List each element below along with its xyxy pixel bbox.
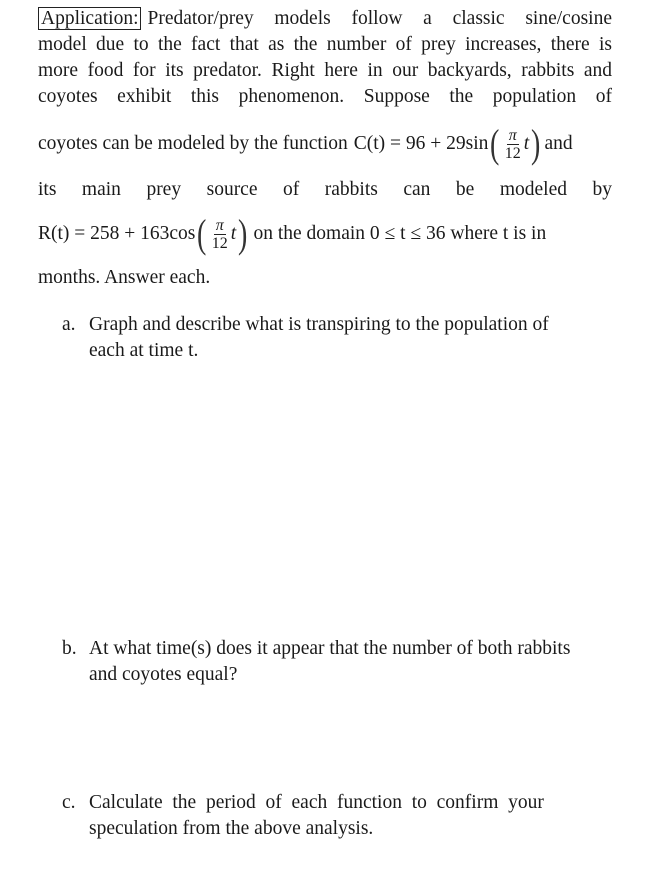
intro-line-6: its main prey source of rabbits can be modeled by — [38, 179, 612, 200]
question-c-label: c. — [62, 792, 76, 813]
question-b-text-1: At what time(s) does it appear that the number of both rabbits — [89, 638, 571, 659]
coyote-line-prefix: coyotes can be modeled by the function — [38, 133, 348, 154]
question-a-line-1 — [62, 312, 610, 338]
coyote-fraction-numerator: π — [508, 126, 517, 144]
coyote-fraction-denominator: 12 — [504, 144, 521, 162]
intro-paragraph — [38, 6, 612, 110]
intro-line-8: months. Answer each. — [38, 267, 211, 288]
coyote-line-suffix: and — [544, 133, 573, 154]
question-b-line-2: and coyotes equal? — [89, 664, 238, 685]
question-b — [62, 636, 610, 688]
coyote-right-paren: ) — [531, 121, 541, 166]
question-a-line-2: each at time t. — [89, 340, 199, 361]
rabbit-function-line — [38, 212, 612, 256]
rabbit-right-paren: ) — [238, 211, 248, 256]
application-label: Application: — [38, 7, 141, 30]
question-a-label: a. — [62, 314, 76, 335]
intro-line-4: coyotes exhibit this phenomenon. Suppose the population of — [38, 86, 612, 107]
question-c — [62, 790, 610, 842]
coyote-variable: t — [523, 133, 530, 154]
coyote-function-line — [38, 122, 612, 166]
question-c-line-2: speculation from the above analysis. — [89, 818, 374, 839]
intro-line-2: model due to the fact that as the number of prey increases, there is — [38, 34, 612, 55]
coyote-left-paren: ( — [490, 121, 500, 166]
question-c-text-1: Calculate the period of each function to confirm your — [89, 792, 544, 813]
question-b-line-1 — [62, 636, 610, 662]
rabbit-fraction — [210, 217, 230, 252]
intro-line-1 — [38, 6, 612, 32]
question-a — [62, 312, 610, 364]
rabbit-variable: t — [230, 223, 237, 244]
intro-line-8-wrap — [38, 265, 612, 291]
coyote-function-lhs: C(t) = 96 + 29sin — [353, 133, 489, 154]
intro-line-1-text: Predator/prey models follow a classic sine/cosine — [147, 8, 612, 29]
rabbit-left-paren: ( — [197, 211, 207, 256]
intro-line-6-wrap — [38, 177, 612, 203]
question-b-label: b. — [62, 638, 77, 659]
coyote-fraction — [503, 127, 523, 162]
rabbit-fraction-denominator: 12 — [211, 234, 228, 252]
intro-line-3: more food for its predator. Right here in our backyards, rabbits and — [38, 60, 612, 81]
question-c-line-1 — [62, 790, 610, 816]
rabbit-function-lhs: R(t) = 258 + 163cos — [38, 223, 196, 244]
question-a-text-1: Graph and describe what is transpiring to the population of — [89, 314, 549, 335]
rabbit-fraction-numerator: π — [215, 216, 224, 234]
rabbit-line-suffix: on the domain 0 ≤ t ≤ 36 where t is in — [253, 223, 547, 244]
